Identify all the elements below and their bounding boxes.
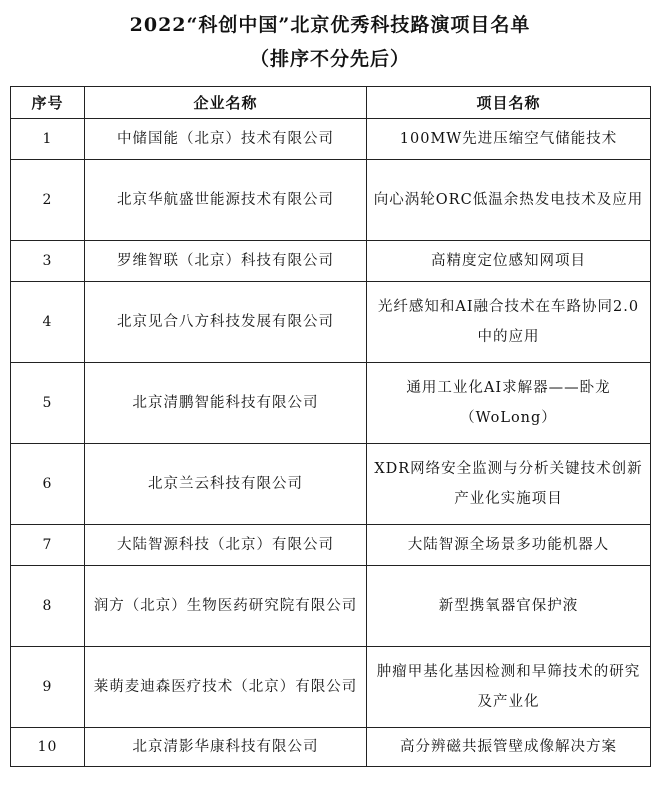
document-title: 2022“科创中国”北京优秀科技路演项目名单 xyxy=(129,14,531,36)
table-row xyxy=(11,241,651,282)
header-project-name: 项目名称 xyxy=(367,87,651,119)
table-row xyxy=(11,525,651,566)
header-company-name: 企业名称 xyxy=(85,87,367,119)
row-serial-number: 8 xyxy=(11,566,85,647)
row-project-name: 新型携氧器官保护液 xyxy=(367,566,651,647)
row-project-name: 高分辨磁共振管壁成像解决方案 xyxy=(367,728,651,767)
row-company-name: 北京见合八方科技发展有限公司 xyxy=(85,282,367,363)
row-serial-number: 7 xyxy=(11,525,85,566)
row-project-name: 通用工业化AI求解器——卧龙（WoLong） xyxy=(367,363,651,444)
document-subtitle: （排序不分先后） xyxy=(249,48,410,70)
row-project-name: 高精度定位感知网项目 xyxy=(367,241,651,282)
row-company-name: 北京兰云科技有限公司 xyxy=(85,444,367,525)
row-company-name: 中储国能（北京）技术有限公司 xyxy=(85,119,367,160)
row-project-name: XDR网络安全监测与分析关键技术创新产业化实施项目 xyxy=(367,444,651,525)
row-project-name: 大陆智源全场景多功能机器人 xyxy=(367,525,651,566)
row-project-name: 光纤感知和AI融合技术在车路协同2.0中的应用 xyxy=(367,282,651,363)
row-company-name: 莱萌麦迪森医疗技术（北京）有限公司 xyxy=(85,647,367,728)
table-row xyxy=(11,363,651,444)
row-company-name: 润方（北京）生物医药研究院有限公司 xyxy=(85,566,367,647)
row-serial-number: 2 xyxy=(11,160,85,241)
row-company-name: 大陆智源科技（北京）有限公司 xyxy=(85,525,367,566)
table-row xyxy=(11,444,651,525)
table-row xyxy=(11,160,651,241)
row-serial-number: 10 xyxy=(11,728,85,767)
row-serial-number: 4 xyxy=(11,282,85,363)
table-row xyxy=(11,647,651,728)
table-row xyxy=(11,119,651,160)
table-row xyxy=(11,282,651,363)
row-serial-number: 1 xyxy=(11,119,85,160)
table-row xyxy=(11,566,651,647)
row-company-name: 北京清鹏智能科技有限公司 xyxy=(85,363,367,444)
row-project-name: 向心涡轮ORC低温余热发电技术及应用 xyxy=(367,160,651,241)
row-serial-number: 5 xyxy=(11,363,85,444)
table-header-row xyxy=(11,87,651,119)
row-company-name: 北京华航盛世能源技术有限公司 xyxy=(85,160,367,241)
table-row xyxy=(11,728,651,767)
row-company-name: 罗维智联（北京）科技有限公司 xyxy=(85,241,367,282)
row-project-name: 肿瘤甲基化基因检测和早筛技术的研究及产业化 xyxy=(367,647,651,728)
project-list-table xyxy=(10,86,651,767)
header-serial-number: 序号 xyxy=(11,87,85,119)
row-project-name: 100MW先进压缩空气储能技术 xyxy=(367,119,651,160)
row-serial-number: 9 xyxy=(11,647,85,728)
row-serial-number: 6 xyxy=(11,444,85,525)
row-serial-number: 3 xyxy=(11,241,85,282)
row-company-name: 北京清影华康科技有限公司 xyxy=(85,728,367,767)
